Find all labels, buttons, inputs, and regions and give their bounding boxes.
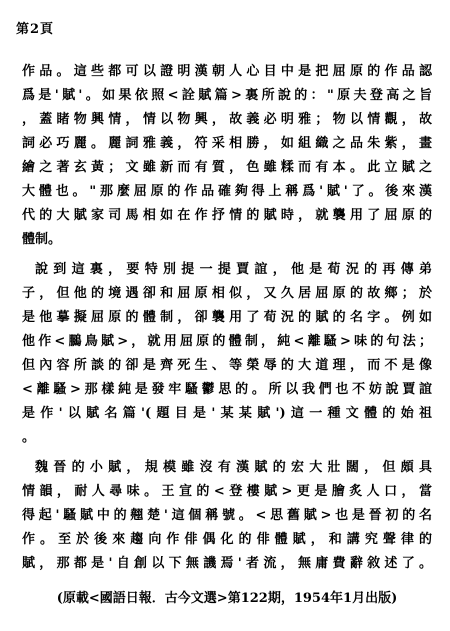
text-line: 子，但他的境遇卻和屈原相似，又久居屈原的故鄉；於 — [22, 286, 432, 301]
text-line: 賦，那都是'自創以下無譏焉'者流，無庸費辭敘述了。 — [22, 556, 432, 571]
paragraph-1 — [22, 60, 432, 252]
text-line: 爲是'賦'。如果依照<詮賦篇>裏所說的："原夫登高之旨 — [22, 88, 432, 103]
text-line: <離騷>那樣純是發牢騷鬱思的。所以我們也不妨說賈誼 — [22, 382, 432, 397]
text-line: 但內容所談的卻是齊死生、等榮辱的大道理，而不是像 — [22, 358, 432, 373]
text-line: 詞必巧麗。麗詞雅義，符采相勝，如組織之品朱紫，畫 — [22, 136, 432, 151]
text-line: 得起'騷賦中的翹楚'這個稱號。<思舊賦>也是晉初的名 — [22, 508, 432, 523]
text-line: 。 — [22, 430, 36, 445]
text-line: 作。至於後來趨向作俳偶化的俳體賦，和講究聲律的 — [22, 532, 432, 547]
text-line: 是作'以賦名篇'(題目是'某某賦')這一種文體的始祖 — [22, 406, 432, 421]
text-line: 大體也。"那麼屈原的作品確夠得上稱爲'賦'了。後來漢 — [22, 184, 432, 199]
text-line: 代的大賦家司馬相如在作抒情的賦時，就襲用了屈原的 — [22, 208, 432, 223]
text-line: ，蓋睹物興情，情以物興，故義必明雅；物以情觀，故 — [22, 112, 432, 127]
text-line: 情韻，耐人尋味。王宣的<登樓賦>更是膾炙人口，當 — [22, 484, 432, 499]
source-citation: (原載<國語日報．古今文選>第122期，1954年1月出版) — [56, 591, 398, 606]
paragraph-3 — [22, 456, 432, 576]
text-line: 作品。這些都可以證明漢朝人心目中是把屈原的作品認 — [22, 64, 432, 79]
text-line: 體制。 — [22, 232, 62, 247]
text-line: 是他摹擬屈原的體制，卻襲用了荀況的賦的名字。例如 — [22, 310, 432, 325]
text-line: 他作<鵩鳥賦>，就用屈原的體制，純<離騷>味的句法； — [22, 334, 432, 349]
article-body — [22, 60, 432, 576]
text-line: 繪之著玄黃；文雖新而有質，色雖糅而有本。此立賦之 — [22, 160, 432, 175]
text-line: 說到這裏，要特別提一提賈誼，他是荀況的再傳弟 — [35, 262, 432, 277]
text-line: 魏晉的小賦，規模雖沒有漢賦的宏大壯闊，但頗具 — [35, 460, 432, 475]
paragraph-2 — [22, 258, 432, 450]
page-header: 第2頁 — [16, 22, 55, 37]
